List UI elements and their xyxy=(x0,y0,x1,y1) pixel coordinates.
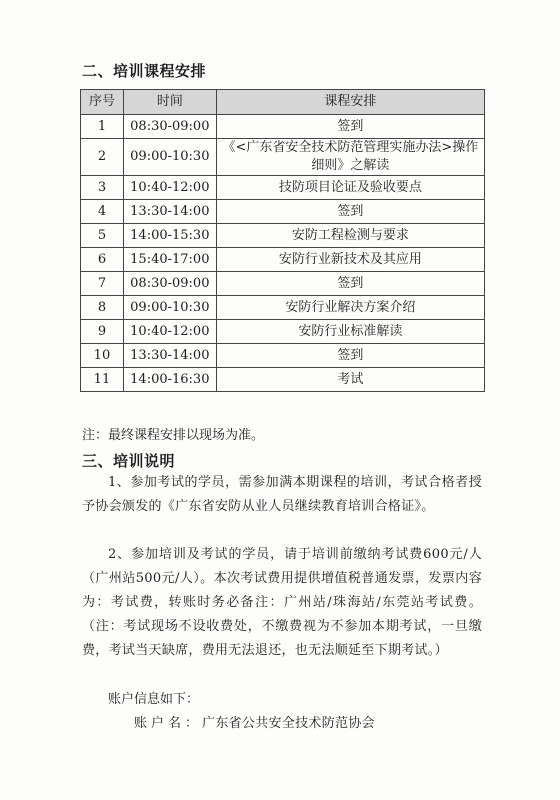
row-no: 5 xyxy=(81,224,124,248)
section-2-heading: 二、培训课程安排 xyxy=(82,62,207,80)
table-row xyxy=(81,344,485,368)
row-time: 08:30-09:00 xyxy=(123,115,216,139)
course-schedule-table xyxy=(80,89,485,392)
row-no: 10 xyxy=(81,344,124,368)
row-course: 《<广东省安全技术防范管理实施办法>操作细则》之解读 xyxy=(216,139,484,176)
table-row xyxy=(81,139,485,176)
table-row xyxy=(81,272,485,296)
header-time: 时间 xyxy=(123,90,216,115)
row-course: 安防行业新技术及其应用 xyxy=(216,248,484,272)
row-time: 09:00-10:30 xyxy=(123,139,216,176)
row-time: 10:40-12:00 xyxy=(123,320,216,344)
row-time: 13:30-14:00 xyxy=(123,344,216,368)
row-no: 7 xyxy=(81,272,124,296)
row-course: 考试 xyxy=(216,368,484,392)
row-course: 签到 xyxy=(216,200,484,224)
row-time: 15:40-17:00 xyxy=(123,248,216,272)
account-info-title: 账户信息如下： xyxy=(108,692,200,707)
row-course: 安防行业标准解读 xyxy=(216,320,484,344)
row-no: 1 xyxy=(81,115,124,139)
table-row xyxy=(81,176,485,200)
section-3-heading: 三、培训说明 xyxy=(82,452,176,470)
account-name-value: 广东省公共安全技术防范协会 xyxy=(202,716,375,731)
row-no: 9 xyxy=(81,320,124,344)
row-course: 签到 xyxy=(216,344,484,368)
table-row xyxy=(81,320,485,344)
table-row xyxy=(81,296,485,320)
row-no: 6 xyxy=(81,248,124,272)
table-row xyxy=(81,224,485,248)
training-note-paragraph-1: 1、参加考试的学员，需参加满本期课程的培训，考试合格者授予协会颁发的《广东省安防从业人员继续教育培训合格证》。 xyxy=(82,475,482,514)
row-course: 技防项目论证及验收要点 xyxy=(216,176,484,200)
table-header-row xyxy=(81,90,485,115)
row-no: 3 xyxy=(81,176,124,200)
header-no: 序号 xyxy=(81,90,124,115)
row-time: 09:00-10:30 xyxy=(123,296,216,320)
row-course: 安防行业解决方案介绍 xyxy=(216,296,484,320)
row-course: 签到 xyxy=(216,115,484,139)
table-row xyxy=(81,115,485,139)
row-time: 14:00-15:30 xyxy=(123,224,216,248)
schedule-note: 注：最终课程安排以现场为准。 xyxy=(82,428,265,443)
account-name-label: 账户名： xyxy=(134,716,203,731)
table-row xyxy=(81,248,485,272)
row-time: 13:30-14:00 xyxy=(123,200,216,224)
training-note-paragraph-2: 2、参加培训及考试的学员，请于培训前缴纳考试费600元/人（广州站500元/人）。本次考试费用提供增值税普通发票，发票内容为：考试费，转账时务必备注：广州站/珠海站/东莞站考试费。（注：考试现场不设收费处，不缴费视为不参加本期考试，一旦缴费，考试当天缺席，费用无法退还，也无法顺延至下期考试。） xyxy=(82,547,482,658)
row-no: 2 xyxy=(81,139,124,176)
row-time: 08:30-09:00 xyxy=(123,272,216,296)
row-time: 14:00-16:30 xyxy=(123,368,216,392)
row-no: 11 xyxy=(81,368,124,392)
row-course: 签到 xyxy=(216,272,484,296)
table-row xyxy=(81,368,485,392)
row-no: 4 xyxy=(81,200,124,224)
row-no: 8 xyxy=(81,296,124,320)
header-course: 课程安排 xyxy=(216,90,484,115)
table-row xyxy=(81,200,485,224)
row-time: 10:40-12:00 xyxy=(123,176,216,200)
account-name-row xyxy=(134,712,375,731)
row-course: 安防工程检测与要求 xyxy=(216,224,484,248)
